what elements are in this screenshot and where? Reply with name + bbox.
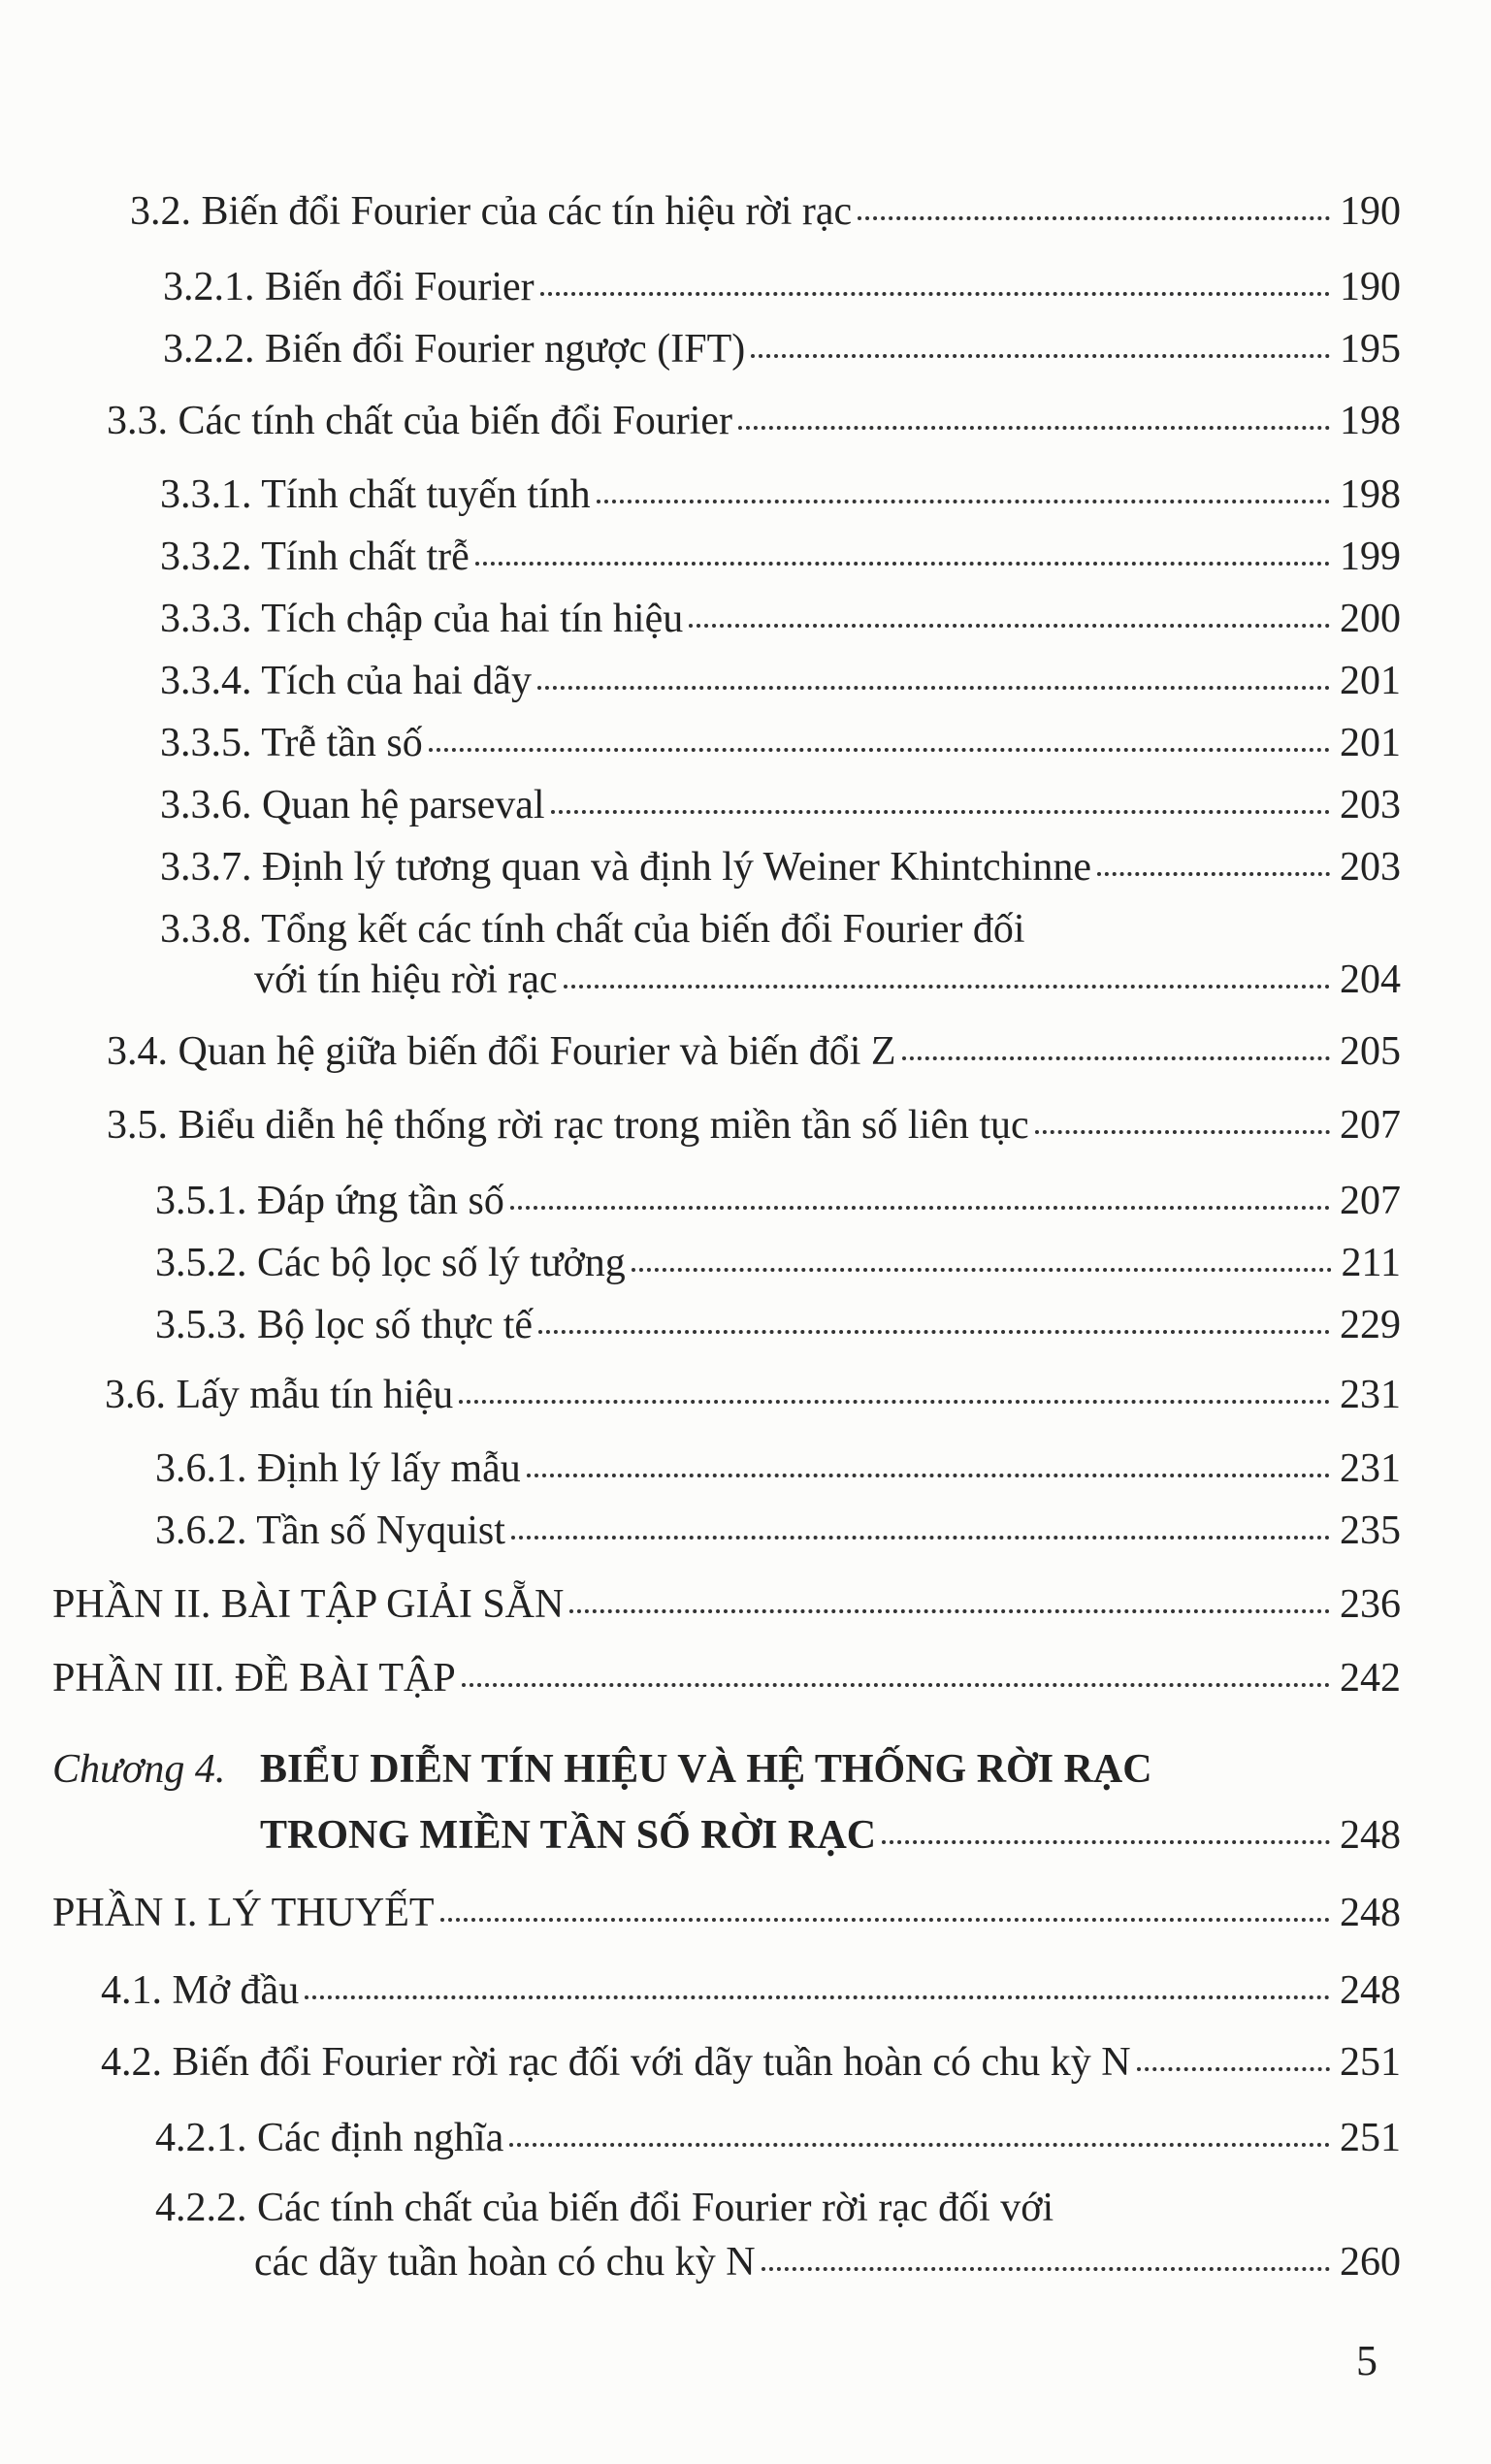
toc-page-number: 231: [1340, 1373, 1401, 1417]
leader-dots: [540, 292, 1330, 296]
toc-entry-title: PHẦN I. LÝ THUYẾT: [52, 1891, 435, 1935]
leader-dots: [475, 562, 1330, 566]
toc-row: [260, 1810, 1401, 1861]
toc-page-number: 235: [1340, 1508, 1401, 1553]
toc-row: [160, 656, 1401, 706]
toc-row: [101, 2037, 1401, 2088]
toc-entry-title: 3.3. Các tính chất của biến đổi Fourier: [107, 399, 732, 443]
toc-entry-title: 3.5.3. Bộ lọc số thực tế: [155, 1303, 534, 1347]
leader-dots: [564, 985, 1330, 989]
chapter-label: Chương 4.: [52, 1747, 226, 1792]
toc-row: [155, 1443, 1401, 1494]
leader-dots: [1137, 2067, 1330, 2071]
toc-row: [160, 594, 1401, 644]
leader-dots: [882, 1840, 1330, 1844]
toc-page-number: 198: [1340, 399, 1401, 443]
toc-entry-title: 3.5.1. Đáp ứng tần số: [155, 1179, 504, 1223]
leader-dots: [551, 810, 1330, 814]
leader-dots: [751, 354, 1330, 358]
toc-page-number: 203: [1340, 783, 1401, 827]
toc-page-number: 229: [1340, 1303, 1401, 1347]
leader-dots: [858, 216, 1330, 220]
toc-page-number: 248: [1340, 1891, 1401, 1935]
leader-dots: [1097, 872, 1330, 876]
toc-row: [163, 262, 1401, 312]
leader-dots: [569, 1609, 1330, 1613]
leader-dots: [762, 2267, 1330, 2271]
toc-row: [163, 324, 1401, 374]
toc-row: [160, 842, 1401, 892]
toc-page-number: 251: [1340, 2040, 1401, 2085]
leader-dots: [902, 1056, 1330, 1060]
leader-dots: [510, 1206, 1330, 1210]
toc-page-number: 190: [1340, 189, 1401, 234]
toc-entry-title: 3.3.6. Quan hệ parseval: [160, 783, 545, 827]
leader-dots: [537, 686, 1330, 690]
toc-page-number: 201: [1340, 659, 1401, 703]
toc-page-number: 199: [1340, 535, 1401, 579]
toc-row: [52, 1579, 1401, 1630]
toc-row: [107, 1100, 1401, 1151]
toc-row: [160, 532, 1401, 582]
toc-page-number: 198: [1340, 472, 1401, 517]
leader-dots: [459, 1400, 1330, 1404]
toc-entry-title: 4.1. Mở đầu: [101, 1968, 300, 2013]
toc-page-number: 207: [1340, 1179, 1401, 1223]
toc-entry-title: 4.2.1. Các định nghĩa: [155, 2116, 504, 2160]
leader-dots: [632, 1268, 1332, 1272]
toc-entry-title: 3.3.3. Tích chập của hai tín hiệu: [160, 597, 684, 641]
leader-dots: [511, 1536, 1330, 1540]
toc-entry-title: 3.5.2. Các bộ lọc số lý tưởng: [155, 1241, 626, 1285]
toc-row: [52, 1653, 1401, 1703]
leader-dots: [597, 500, 1330, 503]
toc-page-number: 231: [1340, 1446, 1401, 1491]
toc-row: [160, 470, 1401, 520]
leader-dots: [429, 748, 1330, 752]
leader-dots: [738, 426, 1330, 430]
toc-entry-title: 3.6.2. Tần số Nyquist: [155, 1508, 505, 1553]
toc-page-number: 200: [1340, 597, 1401, 641]
toc-page-number: 211: [1341, 1241, 1401, 1285]
toc-entry-title: PHẦN II. BÀI TẬP GIẢI SẴN: [52, 1582, 565, 1627]
toc-row: [107, 396, 1401, 446]
toc-row: [160, 780, 1401, 830]
toc-entry-title: với tín hiệu rời rạc: [254, 957, 558, 1002]
toc-entry-title: 4.2.2. Các tính chất của biến đổi Fourier rời rạc đối với: [155, 2186, 1054, 2230]
toc-entry-title: 3.2.1. Biến đổi Fourier: [163, 265, 535, 309]
toc-entry-title: 3.3.2. Tính chất trễ: [160, 535, 470, 579]
toc-page-number: 201: [1340, 721, 1401, 765]
toc-entry-title: 3.3.1. Tính chất tuyến tính: [160, 472, 591, 517]
leader-dots: [689, 624, 1330, 628]
toc-entry-title: 3.3.8. Tổng kết các tính chất của biến đổi Fourier đối: [160, 907, 1025, 952]
leader-dots: [527, 1474, 1330, 1477]
toc-page-number: 190: [1340, 265, 1401, 309]
toc-page-number: 207: [1340, 1103, 1401, 1148]
toc-row: [155, 1238, 1401, 1288]
toc-entry-title: 3.3.7. Định lý tương quan và định lý Weiner Khintchinne: [160, 845, 1092, 890]
toc-row: [107, 1026, 1401, 1077]
toc-entry-title: 3.4. Quan hệ giữa biến đổi Fourier và biến đổi Z: [107, 1029, 896, 1074]
leader-dots: [462, 1683, 1330, 1687]
toc-page-number: 242: [1340, 1656, 1401, 1701]
toc-entry-title: 3.2. Biến đổi Fourier của các tín hiệu rời rạc: [130, 189, 853, 234]
toc-row: [155, 1300, 1401, 1350]
leader-dots: [1035, 1130, 1330, 1134]
toc-row: [254, 2237, 1401, 2287]
toc-entry-title: 3.3.5. Trễ tần số: [160, 721, 423, 765]
toc-page-number: 236: [1340, 1582, 1401, 1627]
toc-page-number: 251: [1340, 2116, 1401, 2160]
toc-entry-title: 3.2.2. Biến đổi Fourier ngược (IFT): [163, 327, 746, 372]
leader-dots: [305, 1995, 1330, 1999]
toc-entry-title: 3.6.1. Định lý lấy mẫu: [155, 1446, 521, 1491]
toc-entry-title: 4.2. Biến đổi Fourier rời rạc đối với dãy tuần hoàn có chu kỳ N: [101, 2040, 1131, 2085]
toc-page-number: 195: [1340, 327, 1401, 372]
toc-page-number: 248: [1340, 1968, 1401, 2013]
chapter-title: TRONG MIỀN TẦN SỐ RỜI RẠC: [260, 1813, 877, 1858]
toc-entry-title: 3.6. Lấy mẫu tín hiệu: [105, 1373, 454, 1417]
toc-row: [254, 955, 1401, 1005]
toc-page-number: 204: [1340, 957, 1401, 1002]
toc-page-number: 248: [1340, 1813, 1401, 1858]
toc-entry-title: 3.5. Biểu diễn hệ thống rời rạc trong miền tần số liên tục: [107, 1103, 1029, 1148]
chapter-title: BIỂU DIỄN TÍN HIỆU VÀ HỆ THỐNG RỜI RẠC: [260, 1747, 1152, 1792]
toc-row: [101, 1965, 1401, 2016]
toc-row: [52, 1888, 1401, 1938]
toc-page-number: 203: [1340, 845, 1401, 890]
toc-row: [155, 1176, 1401, 1226]
toc-entry-title: 3.3.4. Tích của hai dãy: [160, 659, 532, 703]
toc-row: [105, 1370, 1401, 1420]
leader-dots: [538, 1330, 1330, 1334]
toc-entry-title: các dãy tuần hoàn có chu kỳ N: [254, 2240, 756, 2285]
leader-dots: [440, 1918, 1330, 1922]
toc-row: [155, 2113, 1401, 2163]
toc-row: [160, 718, 1401, 768]
toc-entry-title: PHẦN III. ĐỀ BÀI TẬP: [52, 1656, 456, 1701]
toc-row: [130, 186, 1401, 237]
page-number: 5: [1356, 2337, 1378, 2384]
leader-dots: [509, 2143, 1330, 2147]
toc-page-number: 205: [1340, 1029, 1401, 1074]
toc-page-number: 260: [1340, 2240, 1401, 2285]
toc-row: [155, 1506, 1401, 1556]
